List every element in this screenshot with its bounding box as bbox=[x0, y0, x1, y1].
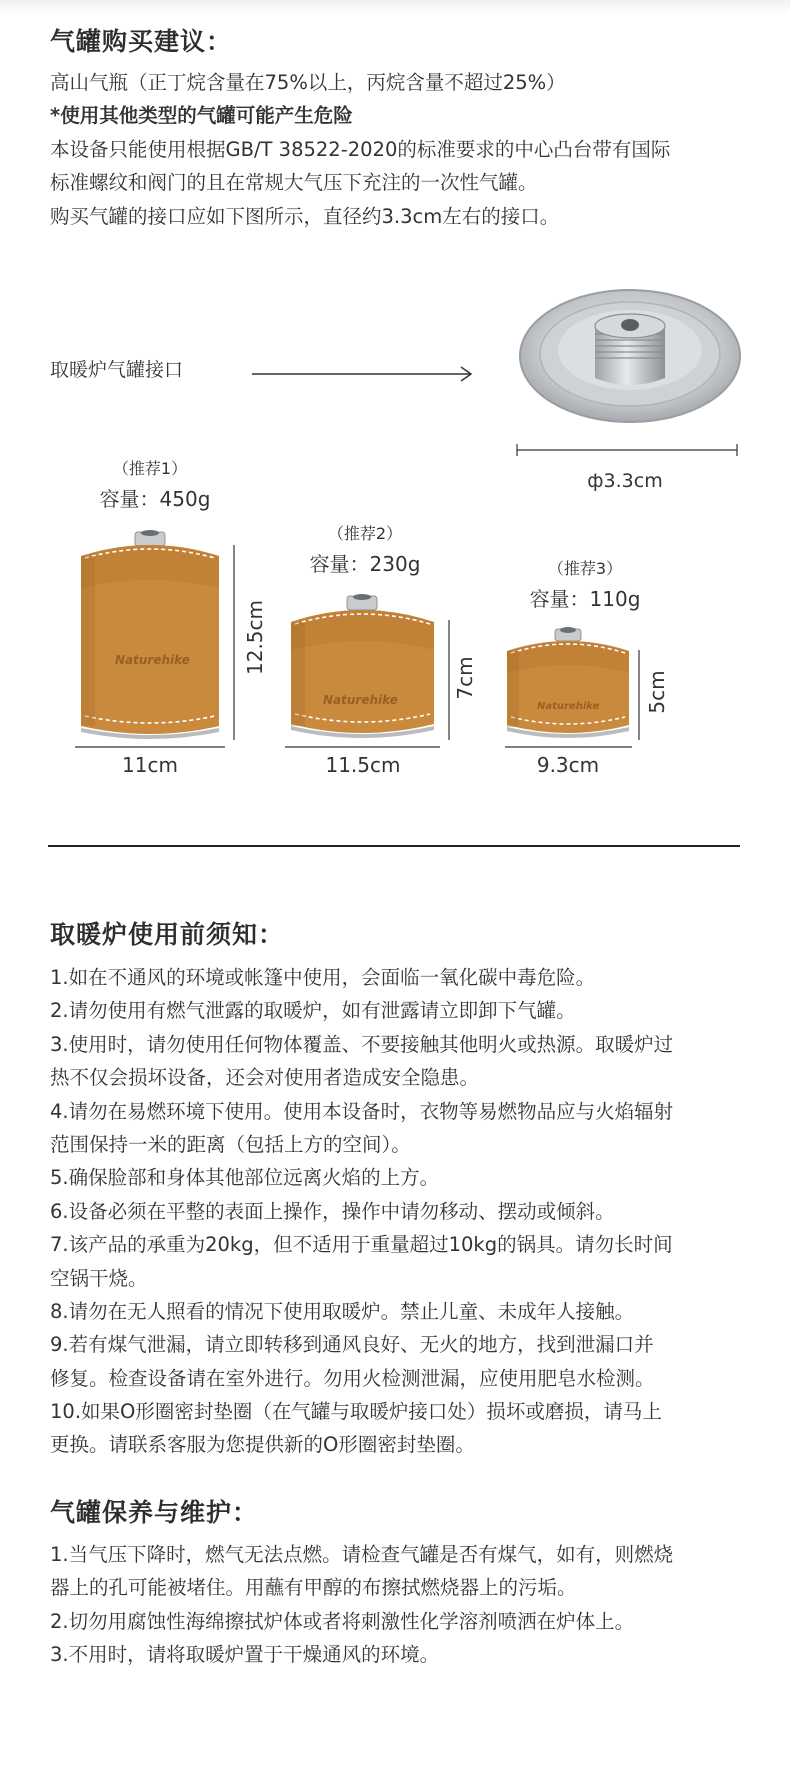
text-line: 标准螺纹和阀门的且在常规大气压下充注的一次性气罐。 bbox=[50, 171, 538, 195]
text-line: 更换。请联系客服为您提供新的O形圈密封垫圈。 bbox=[50, 1433, 475, 1457]
text-line: 8.请勿在无人照看的情况下使用取暖炉。禁止儿童、未成年人接触。 bbox=[50, 1299, 635, 1323]
text-line: 范围保持一米的距离（包括上方的空间）。 bbox=[50, 1132, 411, 1156]
warning-line: *使用其他类型的气罐可能产生危险 bbox=[50, 104, 353, 128]
capacity-label-2: 容量：230g bbox=[309, 552, 421, 576]
width-label-3: 9.3cm bbox=[536, 753, 600, 777]
text-line: 本设备只能使用根据GB/T 38522-2020的标准要求的中心凸台带有国际 bbox=[50, 137, 671, 161]
height-label-3: 5cm bbox=[645, 670, 669, 714]
connector-label: 取暖炉气罐接口 bbox=[50, 359, 184, 381]
recommend-label-2: （推荐2） bbox=[327, 524, 403, 543]
text-line: 高山气瓶（正丁烷含量在75%以上，丙烷含量不超过25%） bbox=[50, 71, 566, 94]
text-line: 1.当气压下降时，燃气无法点燃。请检查气罐是否有煤气，如有，则燃烧 bbox=[50, 1543, 674, 1566]
section-divider bbox=[48, 845, 740, 847]
height-line-3 bbox=[633, 650, 645, 740]
brand-logo: Naturehike bbox=[537, 701, 600, 712]
width-label-2: 11.5cm bbox=[325, 753, 401, 777]
brand-logo: Naturehike bbox=[115, 653, 190, 667]
top-fade bbox=[0, 0, 790, 14]
diameter-label: ф3.3cm bbox=[587, 470, 663, 492]
text-line: 2.请勿使用有燃气泄露的取暖炉，如有泄露请立即卸下气罐。 bbox=[50, 999, 576, 1023]
gas-can-450g bbox=[75, 528, 225, 740]
height-label-2: 7cm bbox=[453, 656, 477, 700]
maintenance-text bbox=[50, 1538, 673, 1672]
gas-can-230g bbox=[285, 592, 440, 740]
text-line: 2.切勿用腐蚀性海绵擦拭炉体或者将刺激性化学溶剂喷洒在炉体上。 bbox=[50, 1609, 635, 1633]
section-title-usage: 取暖炉使用前须知： bbox=[50, 920, 285, 949]
text-line: 购买气罐的接口应如下图所示，直径约3.3cm左右的接口。 bbox=[50, 204, 560, 228]
capacity-label-1: 容量：450g bbox=[99, 487, 211, 511]
section-title-purchase: 气罐购买建议： bbox=[50, 27, 233, 56]
recommend-label-1: （推荐1） bbox=[112, 459, 188, 478]
purchase-advice-text bbox=[50, 66, 670, 233]
usage-notes-text bbox=[50, 961, 673, 1462]
width-line-3 bbox=[505, 745, 632, 749]
height-line-1 bbox=[228, 545, 240, 740]
text-line: 5.确保脸部和身体其他部位远离火焰的上方。 bbox=[50, 1166, 440, 1190]
recommend-label-3: （推荐3） bbox=[547, 559, 623, 578]
arrow-right-icon bbox=[250, 362, 475, 386]
width-line-1 bbox=[75, 745, 225, 749]
text-line: 器上的孔可能被堵住。用蘸有甲醇的布擦拭燃烧器上的污垢。 bbox=[50, 1576, 577, 1600]
text-line: 7.该产品的承重为20kg，但不适用于重量超过10kg的锅具。请勿长时间 bbox=[50, 1233, 673, 1257]
text-line: 1.如在不通风的环境或帐篷中使用，会面临一氧化碳中毒危险。 bbox=[50, 966, 596, 989]
text-line: 修复。检查设备请在室外进行。勿用火检测泄漏，应使用肥皂水检测。 bbox=[50, 1366, 655, 1390]
gas-can-110g bbox=[503, 625, 633, 742]
text-line: 空锅干烧。 bbox=[50, 1266, 148, 1290]
text-line: 4.请勿在易燃环境下使用。使用本设备时，衣物等易燃物品应与火焰辐射 bbox=[50, 1099, 674, 1123]
gas-connector-image bbox=[515, 278, 745, 428]
text-line: 6.设备必须在平整的表面上操作，操作中请勿移动、摆动或倾斜。 bbox=[50, 1199, 615, 1223]
text-line: 10.如果O形圈密封垫圈（在气罐与取暖炉接口处）损坏或磨损，请马上 bbox=[50, 1400, 662, 1424]
text-line: 3.使用时，请勿使用任何物体覆盖、不要接触其他明火或热源。取暖炉过 bbox=[50, 1032, 674, 1056]
text-line: 3.不用时，请将取暖炉置于干燥通风的环境。 bbox=[50, 1643, 440, 1667]
width-label-1: 11cm bbox=[122, 753, 178, 777]
width-line-2 bbox=[285, 745, 440, 749]
text-line: 9.若有煤气泄漏，请立即转移到通风良好、无火的地方，找到泄漏口并 bbox=[50, 1333, 654, 1357]
height-label-1: 12.5cm bbox=[243, 599, 267, 675]
brand-logo: Naturehike bbox=[323, 693, 398, 707]
capacity-label-3: 容量：110g bbox=[529, 587, 641, 611]
section-title-maintenance: 气罐保养与维护： bbox=[50, 1498, 259, 1527]
text-line: 热不仅会损坏设备，还会对使用者造成安全隐患。 bbox=[50, 1066, 480, 1090]
diameter-dimension-line bbox=[515, 443, 740, 457]
